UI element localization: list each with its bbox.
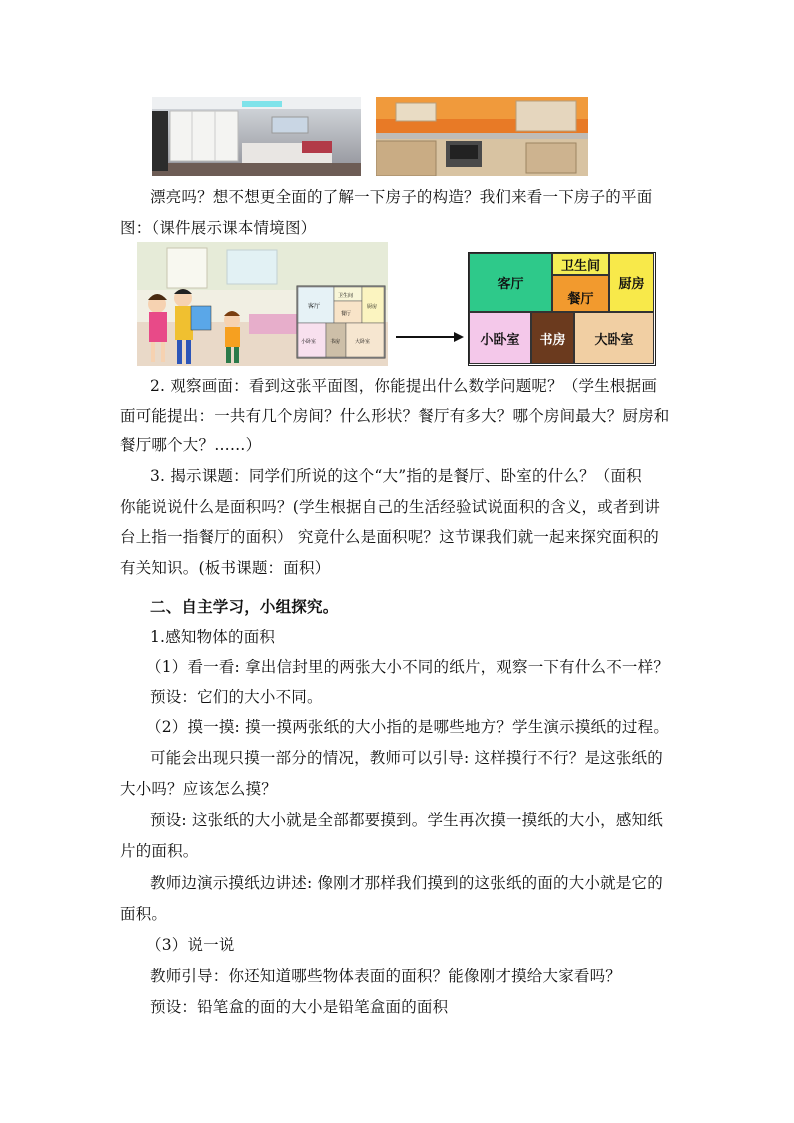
svg-text:大卧室: 大卧室: [355, 339, 371, 345]
paragraph-line: 你能说说什么是面积吗？(学生根据自己的生活经验试说面积的含义，或者到讲: [120, 498, 661, 516]
paragraph-line: 片的面积。: [120, 842, 199, 860]
paragraph-line: （2）摸一摸: 摸一摸两张纸的大小指的是哪些地方？学生演示摸纸的过程。: [146, 718, 670, 736]
paragraph-line: 大小吗？应该怎么摸？: [120, 780, 278, 798]
room-living: [469, 253, 552, 312]
section-heading: 二、自主学习，小组探究。: [150, 597, 339, 616]
kitchen-photo: [376, 97, 588, 176]
paragraph-line: 预设：它们的大小不同。: [150, 688, 323, 706]
floor-plan: [468, 252, 656, 366]
arrow-right-icon: [396, 330, 464, 344]
room-study: [531, 312, 574, 364]
room-small-bedroom: [469, 312, 531, 364]
room-label: 书房: [539, 332, 566, 348]
svg-text:餐厅: 餐厅: [341, 311, 352, 317]
room-label: 餐厅: [567, 292, 594, 307]
paragraph-line: 可能会出现只摸一部分的情况，教师可以引导: 这样摸行不行？是这张纸的: [150, 749, 663, 767]
classroom-scene-illustration: [137, 242, 388, 366]
paragraph-line: 预设: 这张纸的大小就是全部都要摸到。学生再次摸一摸纸的大小，感知纸: [150, 811, 663, 829]
paragraph-line: （1）看一看: 拿出信封里的两张大小不同的纸片，观察一下有什么不一样？: [146, 658, 670, 676]
room-label: 大卧室: [594, 332, 634, 348]
paragraph-line: 面积。: [120, 905, 168, 923]
room-master-bedroom: [574, 312, 654, 364]
paragraph-line: 餐厅哪个大？……）: [120, 436, 262, 454]
room-dining: [552, 275, 609, 312]
room-bathroom: [552, 253, 609, 275]
paragraph-line: 图：（课件展示课本情境图）: [120, 219, 317, 237]
room-label: 客厅: [497, 277, 524, 292]
room-label: 厨房: [618, 277, 645, 292]
paragraph-line: 漂亮吗？想不想更全面的了解一下房子的构造？我们来看一下房子的平面: [150, 188, 653, 206]
paragraph-line: 2. 观察画面：看到这张平面图，你能提出什么数学问题呢？（学生根据画: [150, 377, 658, 395]
paragraph-line: 教师边演示摸纸边讲述: 像刚才那样我们摸到的这张纸的面的大小就是它的: [150, 874, 663, 892]
svg-text:书房: 书房: [330, 339, 341, 345]
bedroom-photo: [152, 97, 361, 176]
room-label: 小卧室: [480, 332, 520, 348]
paragraph-line: 预设：铅笔盒的面的大小是铅笔盒面的面积: [150, 998, 449, 1016]
subsection-title: 1.感知物体的面积: [150, 628, 276, 646]
room-kitchen: [609, 253, 654, 312]
subsection-title: （3）说一说: [146, 936, 235, 954]
paragraph-line: 台上指一指餐厅的面积） 究竟什么是面积呢？这节课我们就一起来探究面积的: [120, 528, 659, 546]
svg-text:小卧室: 小卧室: [301, 339, 317, 345]
paragraph-line: 有关知识。(板书课题：面积）: [120, 559, 331, 577]
paragraph-line: 3. 揭示课题：同学们所说的这个“大”指的是餐厅、卧室的什么？（面积: [150, 467, 642, 485]
paragraph-line: 面可能提出：一共有几个房间？什么形状？餐厅有多大？哪个房间最大？厨房和: [120, 407, 670, 425]
svg-text:卫生间: 卫生间: [338, 293, 354, 299]
paragraph-line: 教师引导：你还知道哪些物体表面的面积？能像刚才摸给大家看吗？: [150, 967, 622, 985]
mini-living-label: 客厅: [308, 303, 321, 310]
svg-text:厨房: 厨房: [367, 304, 378, 310]
room-label: 卫生间: [560, 258, 600, 274]
